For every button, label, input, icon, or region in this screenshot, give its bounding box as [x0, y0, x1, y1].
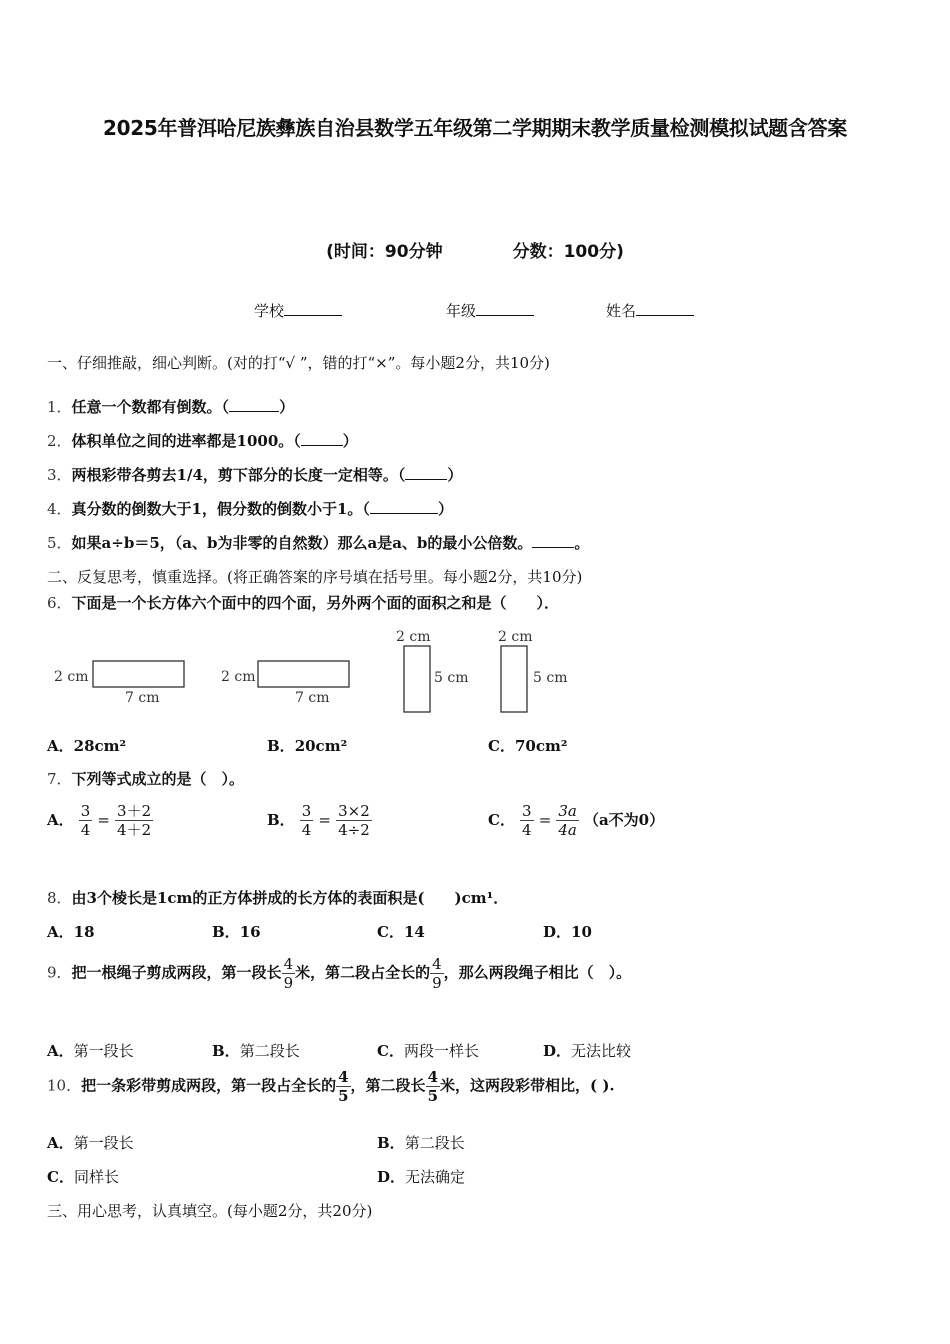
section-1-heading: 一、仔细推敲，细心判断。(对的打“√ ”，错的打“×”。每小题2分，共10分) [47, 354, 550, 372]
exam-score: 分数：100分) [512, 242, 624, 262]
q8-option-d[interactable]: D．10 [543, 923, 592, 941]
section-2-heading: 二、反复思考，慎重选择。(将正确答案的序号填在括号里。每小题2分，共10分) [47, 568, 583, 586]
answer-blank-4[interactable] [370, 499, 438, 514]
school-field[interactable]: 学校 [254, 300, 342, 321]
question-4: 4．真分数的倒数大于1，假分数的倒数小于1。（ ） [47, 500, 453, 518]
cuboid-faces-figure [40, 622, 600, 722]
q7b-rhs-fraction: $\frac{3\times 2}{4\div 2}$ [338, 802, 370, 839]
page-title: 2025年普洱哈尼族彝族自治县数学五年级第二学期期末教学质量检测模拟试题含答案 [103, 116, 847, 140]
answer-blank-1[interactable] [229, 397, 279, 412]
q10-option-a[interactable]: A．第一段长 [47, 1134, 134, 1152]
q9-option-a[interactable]: A．第一段长 [47, 1042, 134, 1060]
q7c-note: （a不为0） [583, 811, 665, 829]
q7c-lhs-fraction: $\frac{3}{4}$ [522, 802, 532, 839]
face-2-length-label: 7 cm [295, 690, 330, 706]
face-3-width-label: 2 cm [396, 629, 431, 645]
q8-option-c[interactable]: C．14 [377, 923, 425, 941]
question-6: 6．下面是一个长方体六个面中的四个面，另外两个面的面积之和是（ ）． [47, 594, 560, 612]
face-1 [54, 661, 184, 706]
q10-option-d[interactable]: D．无法确定 [377, 1168, 466, 1186]
q9-fraction-1: $\frac{4}{9}$ [283, 955, 294, 992]
q7-option-b[interactable]: B． $\frac{3}{4}$ = $\frac{3\times 2}{4\div 2}$ [267, 802, 370, 839]
q7-option-c[interactable]: C． $\frac{3}{4}$ = $\frac{3a}{4a}$ （a不为0） [488, 802, 665, 839]
question-3: 3．两根彩带各剪去1/4，剪下部分的长度一定相等。（ ） [47, 466, 463, 484]
q9-option-b[interactable]: B．第二段长 [212, 1042, 300, 1060]
q10-option-c[interactable]: C．同样长 [47, 1168, 119, 1186]
question-1: 1．任意一个数都有倒数。（ ） [47, 398, 295, 416]
q7a-lhs-fraction: $\frac{3}{4}$ [80, 802, 91, 839]
q9-fraction-2: $\frac{4}{9}$ [432, 955, 442, 992]
question-10: 10．把一条彩带剪成两段，第一段占全长的 $\frac{4}{5}$ ，第二段长 $\frac{4}{5}$ 米，这两段彩带相比，( ). [47, 1068, 615, 1105]
exam-time-score [0, 237, 950, 262]
face-2 [221, 661, 349, 706]
q10-option-b[interactable]: B．第二段长 [377, 1134, 465, 1152]
exam-time: (时间：90分钟 [326, 242, 443, 262]
q7c-rhs-fraction: $\frac{3a}{4a}$ [558, 802, 577, 839]
question-5: 5．如果a÷b＝5，（a、b为非零的自然数）那么a是a、b的最小公倍数。 。 [47, 534, 590, 552]
face-2-width-label: 2 cm [221, 669, 256, 685]
face-3 [396, 629, 468, 712]
face-4 [498, 629, 567, 712]
answer-blank-3[interactable] [405, 465, 447, 480]
name-field[interactable]: 姓名 [606, 300, 694, 321]
q7b-lhs-fraction: $\frac{3}{4}$ [301, 802, 312, 839]
question-8: 8．由3个棱长是1cm的正方体拼成的长方体的表面积是( )cm¹． [47, 889, 509, 907]
q9-option-d[interactable]: D．无法比较 [543, 1042, 632, 1060]
grade-field[interactable]: 年级 [446, 300, 534, 321]
question-2: 2．体积单位之间的进率都是1000。（ ） [47, 432, 358, 450]
q10-fraction-2: $\frac{4}{5}$ [427, 1068, 438, 1105]
face-1-width-label: 2 cm [54, 669, 89, 685]
q10-fraction-1: $\frac{4}{5}$ [338, 1068, 349, 1105]
q9-option-c[interactable]: C．两段一样长 [377, 1042, 479, 1060]
q6-option-b[interactable]: B．20cm² [267, 737, 348, 755]
answer-blank-2[interactable] [301, 431, 343, 446]
face-4-height-label: 5 cm [533, 670, 568, 686]
face-1-length-label: 7 cm [125, 690, 160, 706]
q8-option-b[interactable]: B．16 [212, 923, 261, 941]
face-3-height-label: 5 cm [434, 670, 469, 686]
q6-option-c[interactable]: C．70cm² [488, 737, 568, 755]
q6-option-a[interactable]: A．28cm² [47, 737, 127, 755]
section-3-heading: 三、用心思考，认真填空。(每小题2分，共20分) [47, 1202, 373, 1220]
question-7: 7．下列等式成立的是（ ）。 [47, 770, 245, 788]
q8-option-a[interactable]: A．18 [47, 923, 95, 941]
question-9: 9．把一根绳子剪成两段，第一段长 $\frac{4}{9}$ 米，第二段占全长的 $\frac{4}{9}$ ，那么两段绳子相比（ ）。 [47, 955, 632, 992]
q7-option-a[interactable]: A． $\frac{3}{4}$ = $\frac{3+2}{4+2}$ [47, 802, 152, 839]
answer-blank-5[interactable] [532, 533, 574, 548]
face-4-width-label: 2 cm [498, 629, 533, 645]
q7a-rhs-fraction: $\frac{3+2}{4+2}$ [117, 802, 152, 839]
